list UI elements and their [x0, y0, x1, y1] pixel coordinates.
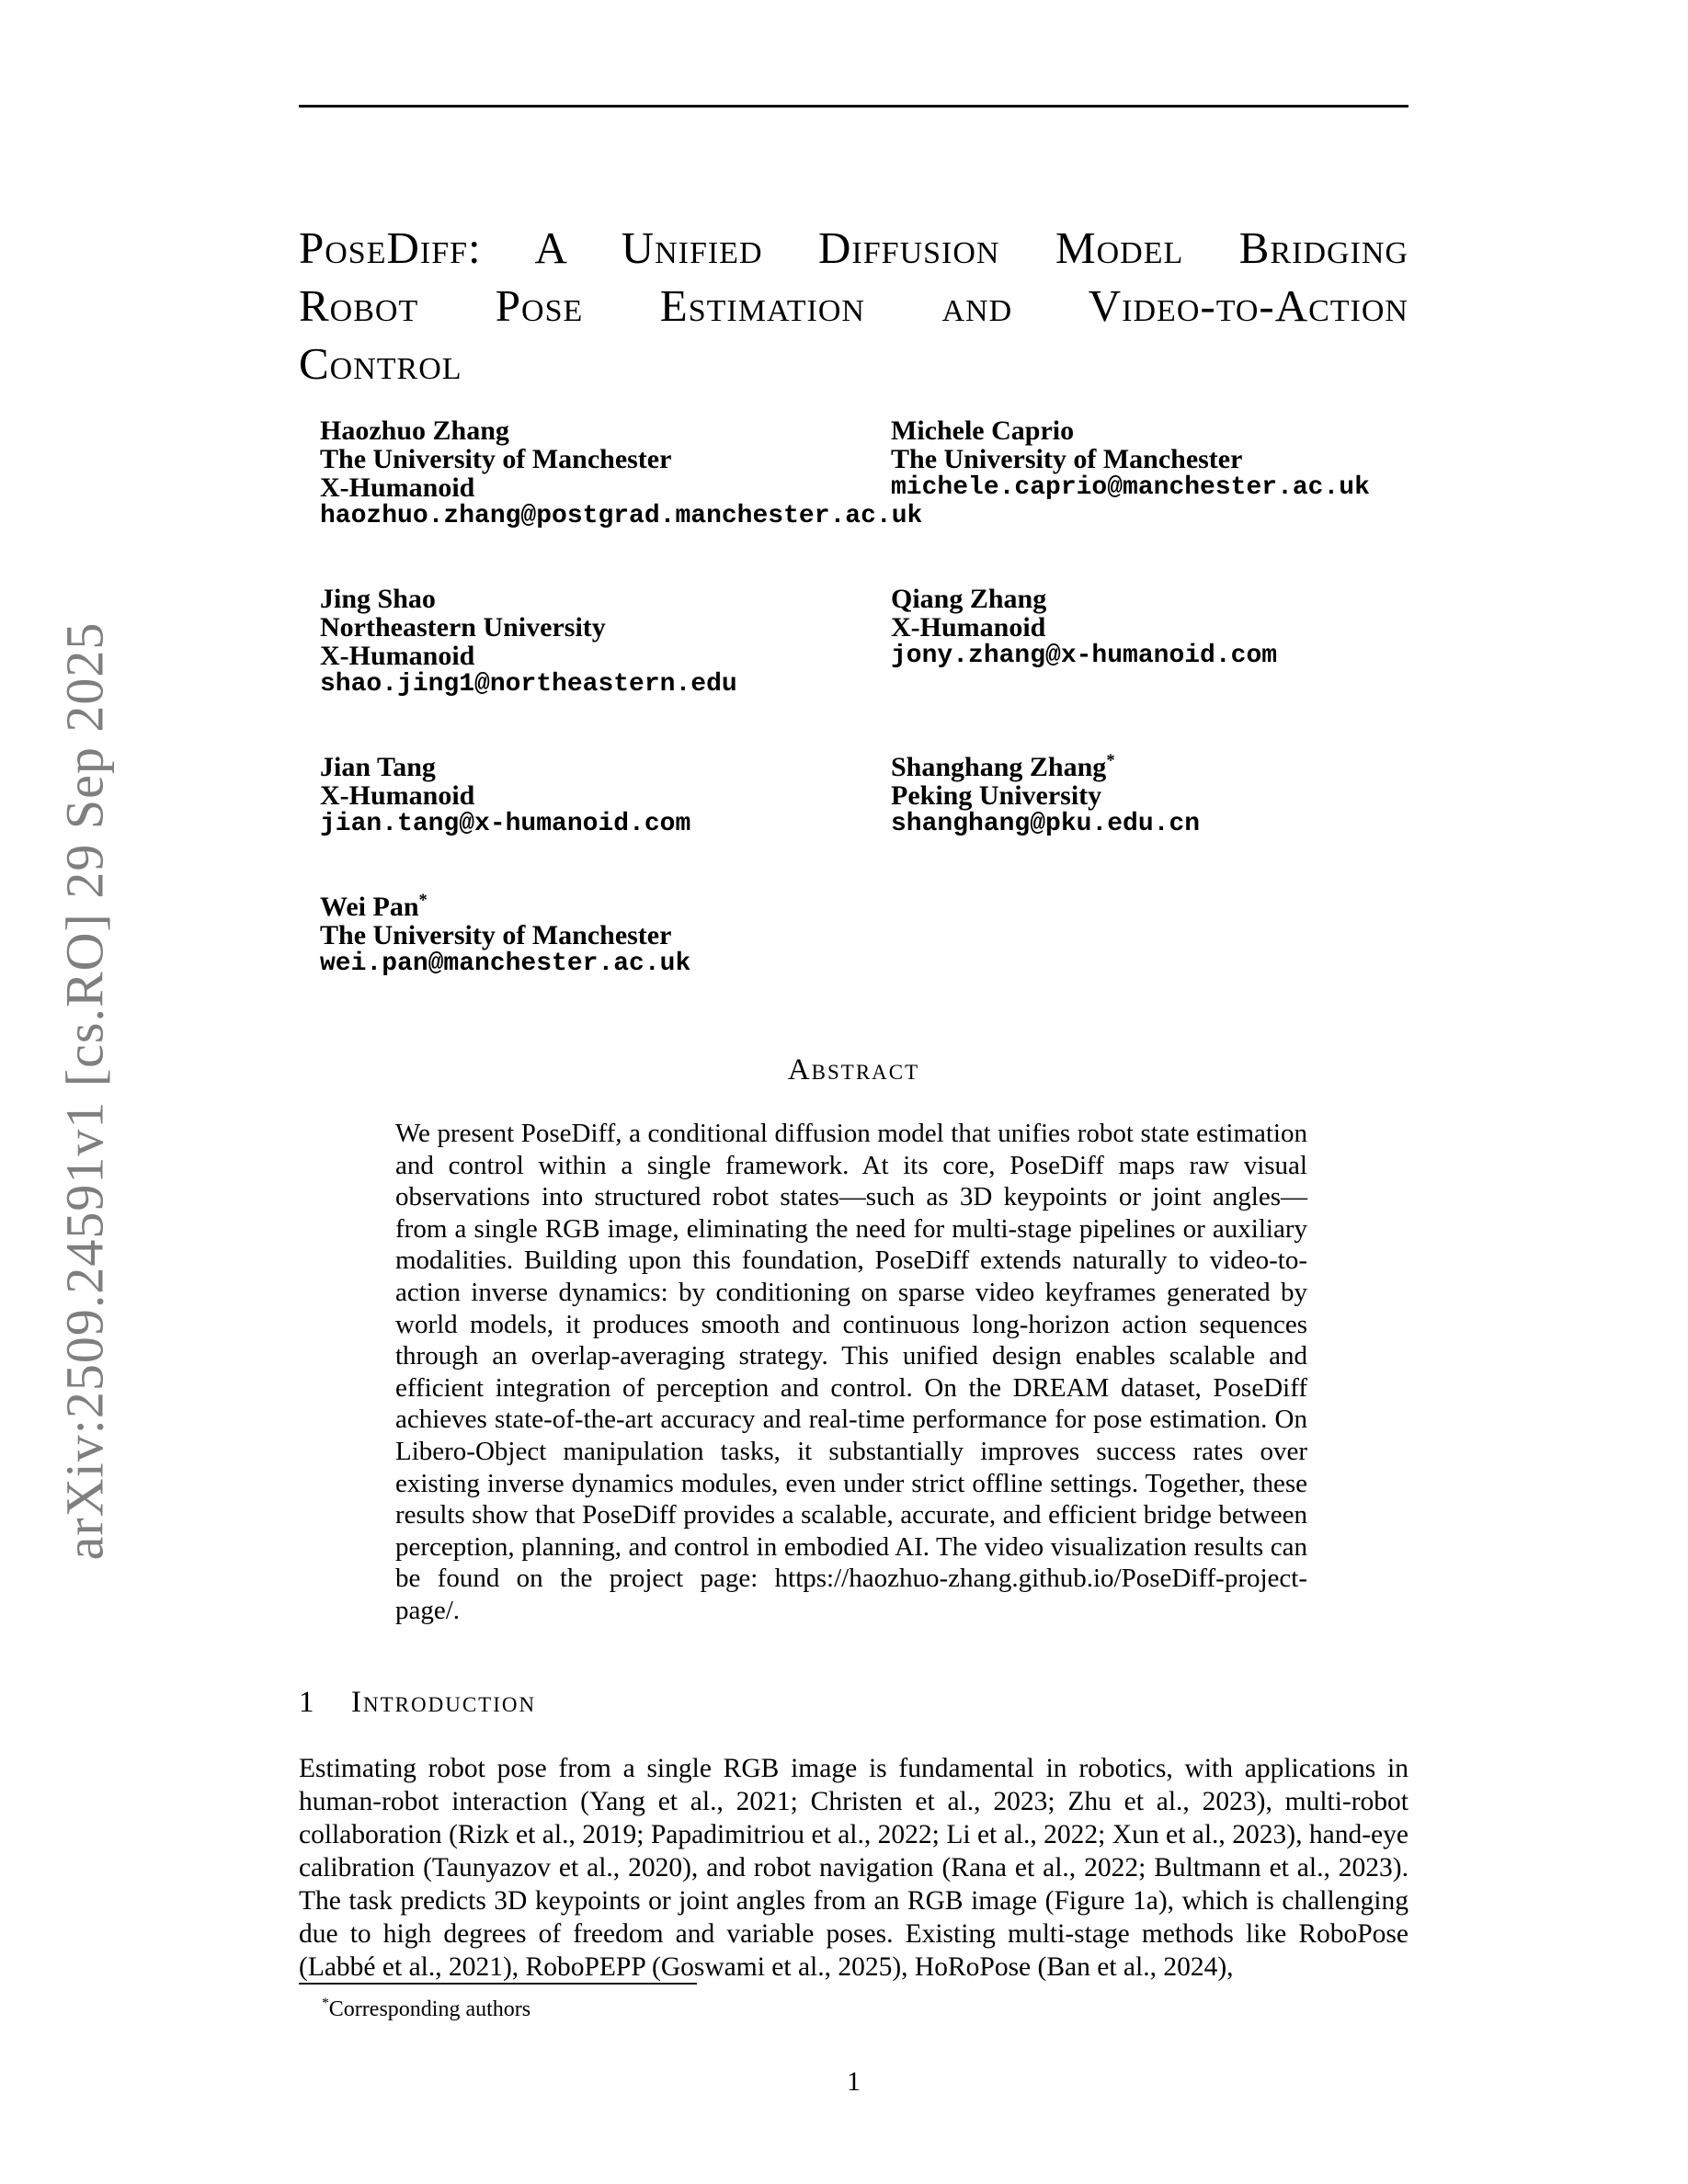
abstract-heading: Abstract: [787, 1053, 920, 1086]
author-affiliation: The University of Manchester: [320, 444, 672, 474]
author-affiliation: The University of Manchester: [891, 444, 1243, 474]
author-email: haozhuo.zhang@postgrad.manchester.ac.uk: [320, 502, 923, 530]
section-heading-introduction: [299, 1686, 536, 1720]
title-line-1: PoseDiff: A Unified Diffusion Model Bridging: [299, 222, 1409, 273]
author-jing-shao: [320, 578, 891, 699]
author-affiliation: X-Humanoid: [320, 472, 475, 503]
section-title: Introduction: [351, 1686, 537, 1719]
header-rule: [299, 105, 1409, 108]
author-name: Jian Tang: [320, 752, 436, 782]
author-michele-caprio: [891, 410, 1432, 530]
author-qiang-zhang: [891, 578, 1432, 699]
title-line-3: Control: [299, 338, 462, 389]
author-block: [320, 410, 1432, 978]
author-email: shanghang@pku.edu.cn: [891, 810, 1201, 838]
arxiv-watermark: arXiv:2509.24591v1 [cs.RO] 29 Sep 2025: [54, 621, 115, 1561]
author-affiliation: Peking University: [891, 780, 1102, 811]
author-affiliation: X-Humanoid: [891, 612, 1046, 643]
corresponding-marker: *: [1106, 751, 1115, 770]
corresponding-authors-footnote: [299, 1996, 1409, 2022]
footnote-text: Corresponding authors: [328, 1997, 531, 2021]
author-email: shao.jing1@northeastern.edu: [320, 670, 737, 699]
author-email: jony.zhang@x-humanoid.com: [891, 642, 1278, 670]
author-affiliation: The University of Manchester: [320, 920, 672, 950]
author-wei-pan: [320, 886, 891, 978]
author-email: jian.tang@x-humanoid.com: [320, 810, 691, 838]
author-affiliation: X-Humanoid: [320, 641, 475, 671]
page-number: 1: [847, 2066, 861, 2097]
author-email: michele.caprio@manchester.ac.uk: [891, 473, 1370, 502]
author-haozhuo-zhang: [320, 410, 923, 530]
author-name: Jing Shao: [320, 584, 436, 614]
section-number: 1: [299, 1686, 314, 1719]
author-name: Michele Caprio: [891, 415, 1075, 446]
author-shanghang-zhang: [891, 746, 1432, 838]
corresponding-marker: *: [418, 891, 428, 910]
introduction-paragraph: Estimating robot pose from a single RGB image is fundamental in robotics, with applications in human-robot interaction (Yang et al., 2021; Christen et al., 2023; Zhu et al., 2023), multi-robot collaboration (Rizk et al., 2019; Papadimitriou et al., 2022; Li et al., 2022; Xun et al., 2023), hand-eye calibration (Taunyazov et al., 2020), and robot navigation (Rana et al., 2022; Bultmann et al., 2023). The task predicts 3D keypoints or joint angles from an RGB image (Figure 1a), which is challenging due to high degrees of freedom and variable poses. Existing multi-stage methods like RoboPose (Labbé et al., 2021), RoboPEPP (Goswami et al., 2025), HoRoPose (Ban et al., 2024),: [299, 1754, 1409, 1982]
author-email: wei.pan@manchester.ac.uk: [320, 950, 691, 978]
author-affiliation: Northeastern University: [320, 612, 606, 643]
paper-title: [299, 219, 1409, 392]
author-name: Qiang Zhang: [891, 584, 1047, 614]
author-jian-tang: [320, 746, 891, 838]
author-name: Wei Pan*: [320, 891, 428, 922]
footnote-rule: [299, 1983, 697, 1985]
title-line-2: Robot Pose Estimation and Video-to-Action: [299, 280, 1409, 331]
author-name: Shanghang Zhang*: [891, 751, 1115, 782]
footnote-marker: *: [322, 1996, 329, 2011]
author-name: Haozhuo Zhang: [320, 415, 509, 446]
author-affiliation: X-Humanoid: [320, 780, 475, 811]
abstract-text: We present PoseDiff, a conditional diffusion model that unifies robot state estimation and control within a single framework. At its core, PoseDiff maps raw visual observations into structured robot states—such as 3D keypoints or joint angles—from a single RGB image, eliminating the need for multi-stage pipelines or auxiliary modalities. Building upon this foundation, PoseDiff extends naturally to video-to-action inverse dynamics: by conditioning on sparse video keyframes generated by world models, it produces smooth and continuous long-horizon action sequences through an overlap-averaging strategy. This unified design enables scalable and efficient integration of perception and control. On the DREAM dataset, PoseDiff achieves state-of-the-art accuracy and real-time performance for pose estimation. On Libero-Object manipulation tasks, it substantially improves success rates over existing inverse dynamics modules, even under strict offline settings. Together, these results show that PoseDiff provides a scalable, accurate, and efficient bridge between perception, planning, and control in embodied AI. The video visualization results can be found on the project page: https://haozhuo-zhang.github.io/PoseDiff-project-page/.: [395, 1119, 1307, 1625]
